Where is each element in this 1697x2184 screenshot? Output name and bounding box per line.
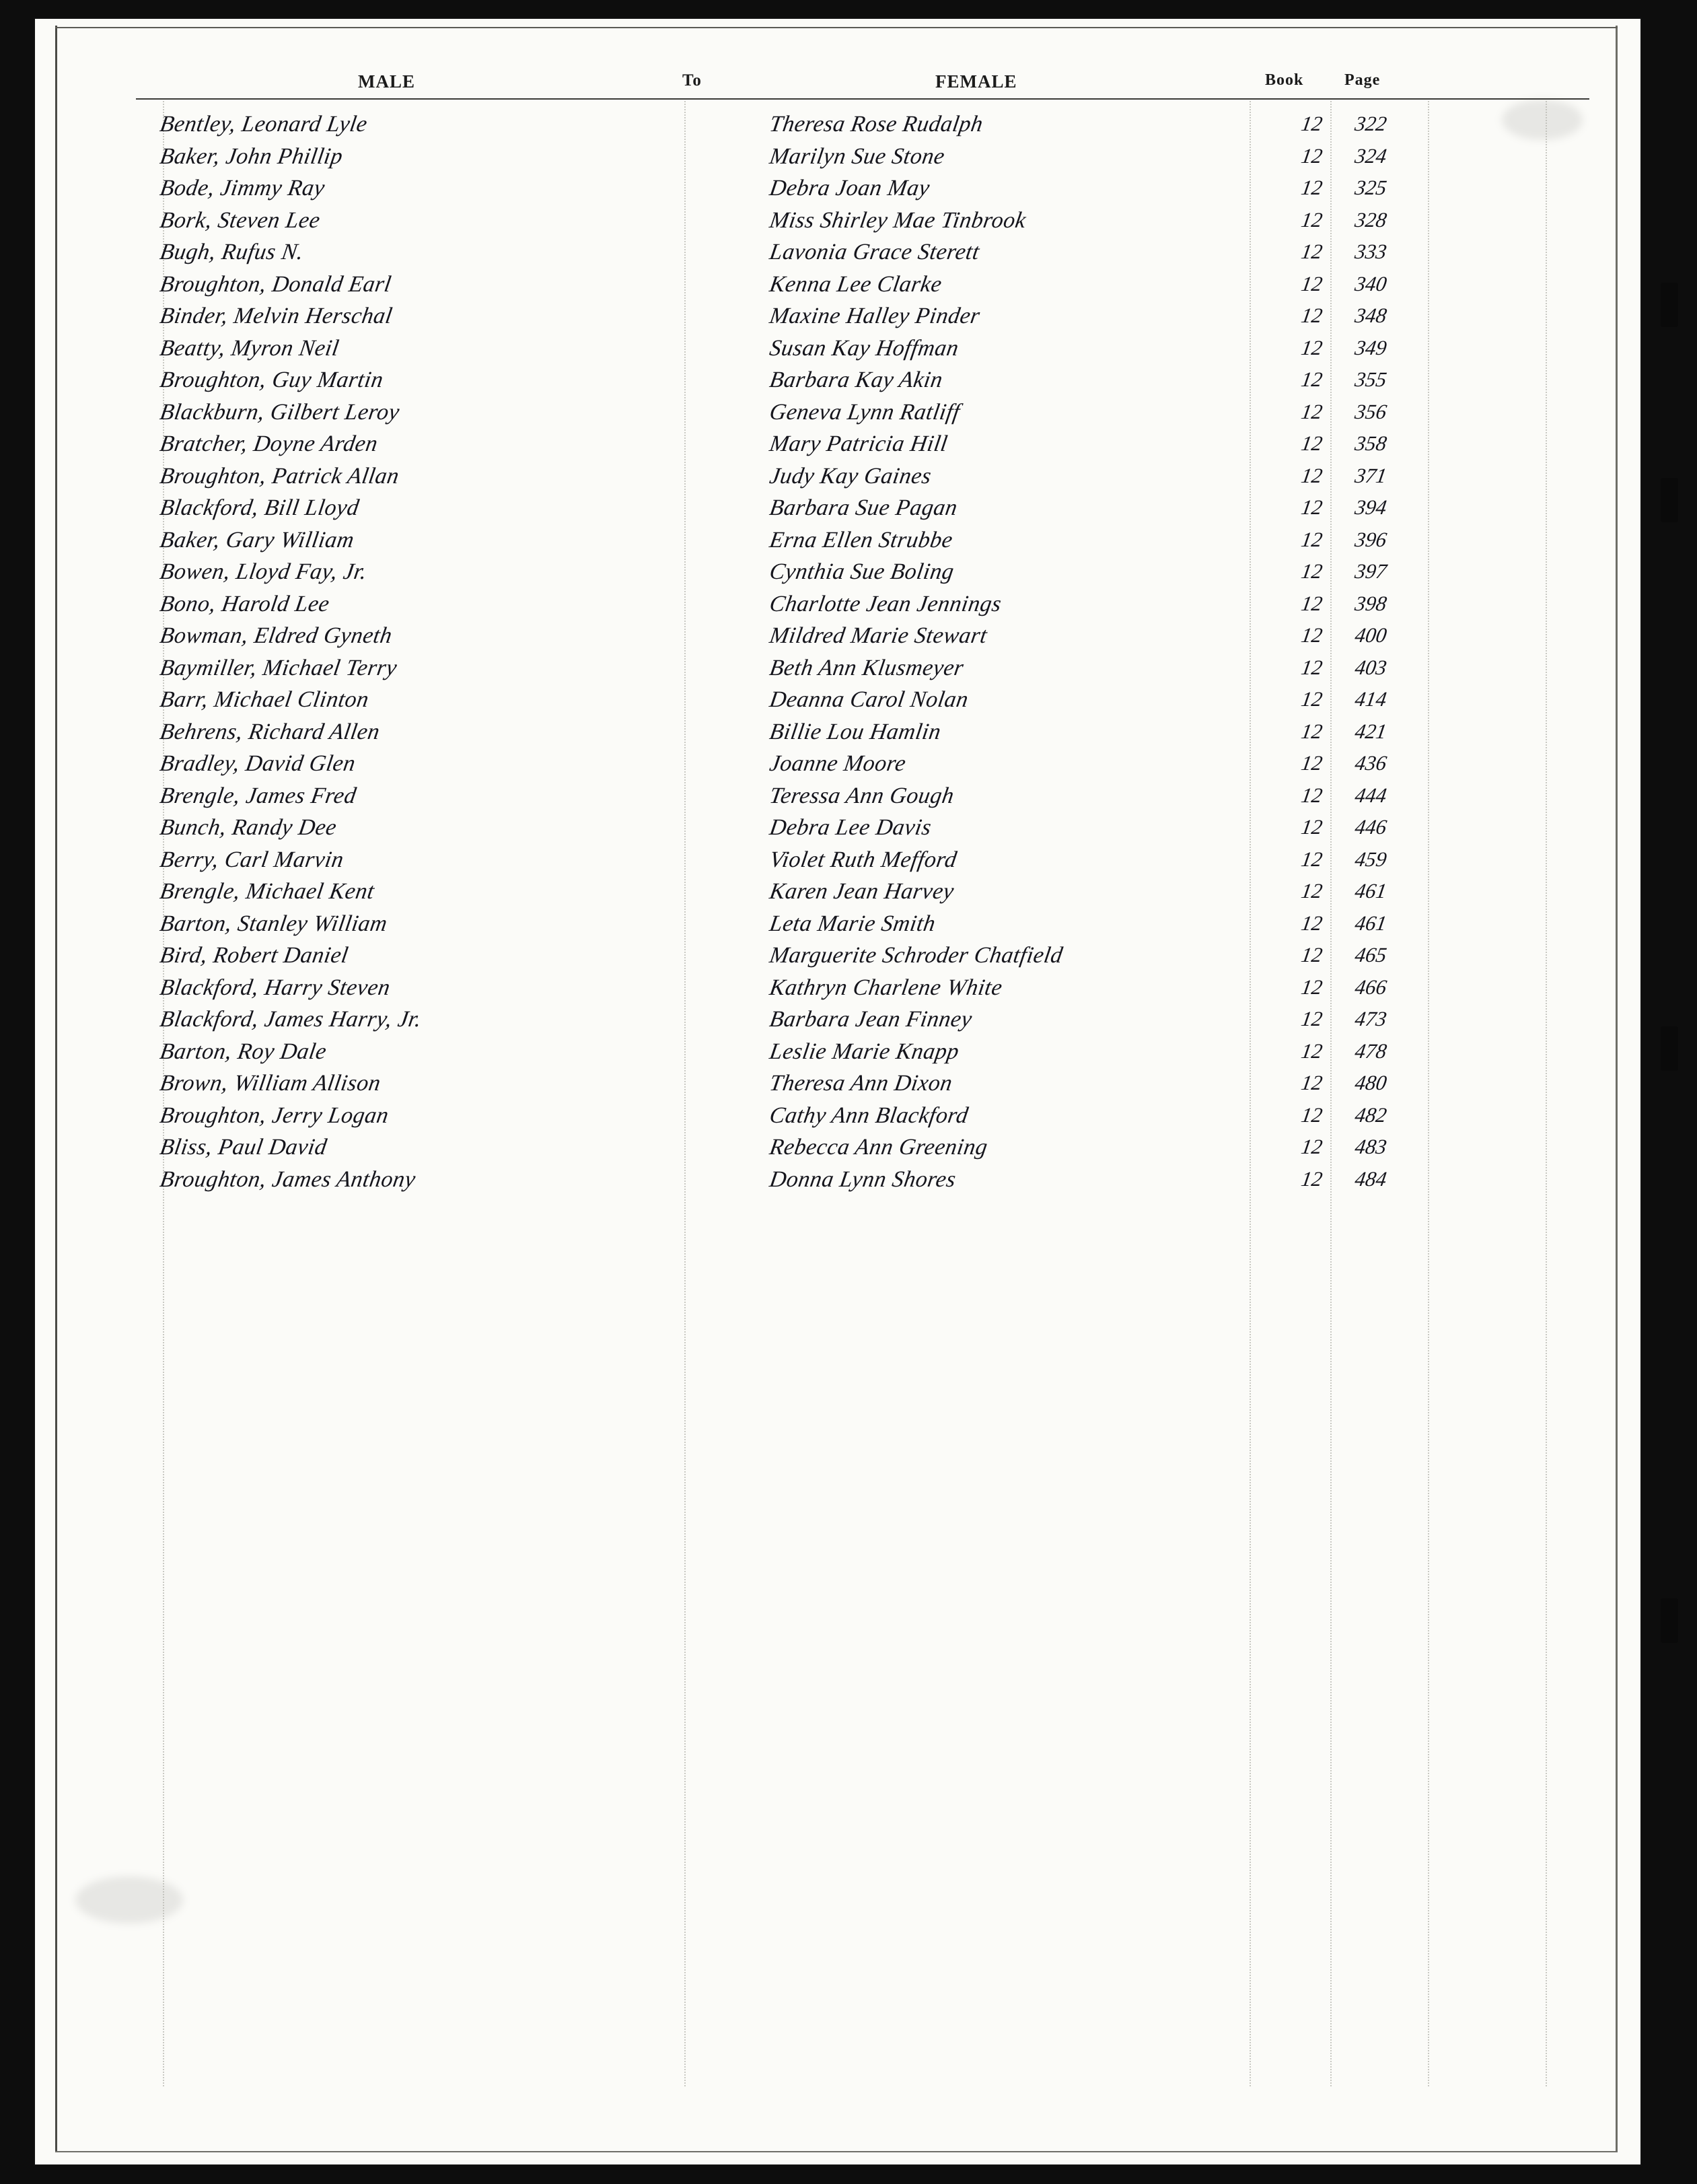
entry-male-name: Blackford, Bill Lloyd <box>158 495 361 520</box>
entry-book-number: 12 <box>1299 1135 1324 1158</box>
entry-book-number: 12 <box>1299 463 1324 487</box>
entry-book-number: 12 <box>1299 591 1324 615</box>
table-row <box>35 367 1640 400</box>
entry-book-number: 12 <box>1299 623 1324 647</box>
entry-page-number: 394 <box>1353 495 1389 519</box>
binder-punch-mark <box>1661 283 1678 327</box>
entry-page-number: 355 <box>1353 367 1389 391</box>
entry-female-name: Erna Ellen Strubbe <box>768 527 955 553</box>
entry-female-name: Rebecca Ann Greening <box>768 1135 990 1160</box>
table-row <box>35 144 1640 176</box>
table-row <box>35 1071 1640 1103</box>
page-frame-line-bottom <box>55 2151 1618 2152</box>
entry-book-number: 12 <box>1299 112 1324 135</box>
entry-book-number: 12 <box>1299 527 1324 551</box>
entry-page-number: 403 <box>1353 655 1389 679</box>
entry-male-name: Bratcher, Doyne Arden <box>158 431 380 456</box>
entry-page-number: 349 <box>1353 335 1389 359</box>
entry-female-name: Geneva Lynn Ratliff <box>768 399 962 425</box>
entry-female-name: Susan Kay Hoffman <box>768 335 961 361</box>
table-row <box>35 272 1640 304</box>
entry-book-number: 12 <box>1299 143 1324 168</box>
entry-female-name: Maxine Halley Pinder <box>768 304 982 328</box>
table-row <box>35 751 1640 783</box>
entry-male-name: Bowen, Lloyd Fay, Jr. <box>158 559 369 584</box>
table-row <box>35 1007 1640 1039</box>
entry-page-number: 466 <box>1353 975 1389 999</box>
entry-book-number: 12 <box>1299 655 1324 679</box>
column-header-male: MALE <box>358 71 415 92</box>
entry-female-name: Theresa Ann Dixon <box>768 1071 955 1096</box>
entry-page-number: 322 <box>1353 112 1389 135</box>
table-row <box>35 495 1640 528</box>
entry-male-name: Behrens, Richard Allen <box>158 719 382 744</box>
entry-page-number: 325 <box>1353 176 1389 199</box>
entry-page-number: 436 <box>1353 751 1389 775</box>
entry-female-name: Violet Ruth Mefford <box>768 847 959 872</box>
entry-male-name: Binder, Melvin Herschal <box>158 304 394 328</box>
entry-male-name: Bode, Jimmy Ray <box>158 176 327 201</box>
entry-book-number: 12 <box>1299 240 1324 263</box>
entry-female-name: Leslie Marie Knapp <box>768 1038 961 1064</box>
entry-female-name: Judy Kay Gaines <box>768 463 933 489</box>
entry-book-number: 12 <box>1299 943 1324 966</box>
entry-female-name: Miss Shirley Mae Tinbrook <box>768 207 1028 233</box>
table-row <box>35 559 1640 592</box>
table-row <box>35 656 1640 688</box>
table-row <box>35 464 1640 496</box>
binder-punch-mark <box>1661 1598 1678 1643</box>
entry-book-number: 12 <box>1299 911 1324 935</box>
binder-punch-mark <box>1661 478 1678 522</box>
table-row <box>35 1167 1640 1199</box>
table-row <box>35 592 1640 624</box>
entry-book-number: 12 <box>1299 399 1324 423</box>
entry-page-number: 461 <box>1353 911 1389 935</box>
entry-female-name: Marilyn Sue Stone <box>768 143 947 169</box>
column-header-book: Book <box>1265 71 1304 89</box>
entry-male-name: Barr, Michael Clinton <box>158 687 371 712</box>
entry-male-name: Blackburn, Gilbert Leroy <box>158 399 402 425</box>
table-row <box>35 176 1640 208</box>
entry-book-number: 12 <box>1299 1038 1324 1063</box>
entry-page-number: 396 <box>1353 527 1389 551</box>
entry-female-name: Barbara Kay Akin <box>768 367 945 392</box>
entry-book-number: 12 <box>1299 335 1324 359</box>
entry-female-name: Karen Jean Harvey <box>768 879 956 904</box>
entry-page-number: 371 <box>1353 463 1389 487</box>
table-row <box>35 1135 1640 1167</box>
entry-male-name: Broughton, Jerry Logan <box>158 1102 391 1128</box>
entry-page-number: 324 <box>1353 143 1389 168</box>
entry-female-name: Teressa Ann Gough <box>768 783 956 808</box>
table-row <box>35 400 1640 432</box>
table-row <box>35 815 1640 847</box>
entry-female-name: Lavonia Grace Sterett <box>768 240 982 265</box>
table-row <box>35 240 1640 272</box>
entry-book-number: 12 <box>1299 1071 1324 1094</box>
table-row <box>35 304 1640 336</box>
entry-male-name: Broughton, James Anthony <box>158 1166 418 1192</box>
entry-female-name: Billie Lou Hamlin <box>768 719 943 744</box>
entry-book-number: 12 <box>1299 783 1324 807</box>
entry-female-name: Mary Patricia Hill <box>768 431 949 456</box>
entry-page-number: 398 <box>1353 591 1389 615</box>
entry-female-name: Cynthia Sue Boling <box>768 559 956 584</box>
entry-page-number: 421 <box>1353 719 1389 743</box>
entry-book-number: 12 <box>1299 879 1324 903</box>
entry-page-number: 358 <box>1353 431 1389 455</box>
entry-female-name: Debra Lee Davis <box>768 815 933 840</box>
entry-male-name: Bork, Steven Lee <box>158 207 322 233</box>
entry-book-number: 12 <box>1299 207 1324 232</box>
entry-book-number: 12 <box>1299 1166 1324 1191</box>
entry-book-number: 12 <box>1299 559 1324 583</box>
entry-list <box>35 112 1640 1199</box>
entry-book-number: 12 <box>1299 176 1324 199</box>
entry-female-name: Mildred Marie Stewart <box>768 623 989 648</box>
table-row <box>35 208 1640 240</box>
entry-book-number: 12 <box>1299 304 1324 327</box>
entry-page-number: 397 <box>1353 559 1389 583</box>
entry-book-number: 12 <box>1299 975 1324 999</box>
entry-page-number: 484 <box>1353 1166 1389 1191</box>
entry-book-number: 12 <box>1299 1007 1324 1030</box>
entry-male-name: Broughton, Donald Earl <box>158 271 394 297</box>
entry-male-name: Berry, Carl Marvin <box>158 847 346 872</box>
table-row <box>35 975 1640 1008</box>
entry-female-name: Barbara Jean Finney <box>768 1007 974 1032</box>
table-row <box>35 528 1640 560</box>
entry-female-name: Beth Ann Klusmeyer <box>768 655 966 680</box>
entry-female-name: Charlotte Jean Jennings <box>768 591 1003 617</box>
scan-smudge <box>75 1876 183 1924</box>
entry-male-name: Bird, Robert Daniel <box>158 943 351 968</box>
table-row <box>35 687 1640 719</box>
table-row <box>35 431 1640 464</box>
entry-male-name: Baker, Gary William <box>158 527 357 553</box>
entry-page-number: 482 <box>1353 1102 1389 1127</box>
entry-female-name: Deanna Carol Nolan <box>768 687 970 712</box>
entry-female-name: Kenna Lee Clarke <box>768 271 944 297</box>
column-header-female: FEMALE <box>935 71 1017 92</box>
entry-book-number: 12 <box>1299 751 1324 775</box>
entry-page-number: 446 <box>1353 815 1389 839</box>
table-row <box>35 1039 1640 1071</box>
entry-male-name: Blackford, James Harry, Jr. <box>158 1007 424 1032</box>
entry-page-number: 400 <box>1353 623 1389 647</box>
entry-page-number: 444 <box>1353 783 1389 807</box>
entry-book-number: 12 <box>1299 495 1324 519</box>
entry-male-name: Bowman, Eldred Gyneth <box>158 623 394 648</box>
entry-page-number: 328 <box>1353 207 1389 232</box>
table-row <box>35 911 1640 944</box>
entry-book-number: 12 <box>1299 431 1324 455</box>
entry-male-name: Beatty, Myron Neil <box>158 335 341 361</box>
table-row <box>35 112 1640 144</box>
table-row <box>35 879 1640 911</box>
entry-female-name: Leta Marie Smith <box>768 911 937 936</box>
entry-page-number: 480 <box>1353 1071 1389 1094</box>
entry-page-number: 340 <box>1353 271 1389 295</box>
table-row <box>35 1103 1640 1135</box>
entry-book-number: 12 <box>1299 815 1324 839</box>
entry-page-number: 356 <box>1353 399 1389 423</box>
column-header-row <box>35 71 1640 98</box>
entry-page-number: 478 <box>1353 1038 1389 1063</box>
header-rule <box>136 98 1589 100</box>
entry-female-name: Joanne Moore <box>768 751 908 776</box>
entry-male-name: Brengle, Michael Kent <box>158 879 376 904</box>
entry-page-number: 348 <box>1353 304 1389 327</box>
entry-male-name: Baymiller, Michael Terry <box>158 655 399 680</box>
binder-punch-mark <box>1661 1026 1678 1071</box>
entry-male-name: Broughton, Guy Martin <box>158 367 386 392</box>
table-row <box>35 336 1640 368</box>
entry-male-name: Brown, William Allison <box>158 1071 383 1096</box>
entry-page-number: 473 <box>1353 1007 1389 1030</box>
table-row <box>35 847 1640 880</box>
table-row <box>35 623 1640 656</box>
entry-book-number: 12 <box>1299 687 1324 711</box>
entry-female-name: Theresa Rose Rudalph <box>768 112 985 137</box>
entry-male-name: Barton, Stanley William <box>158 911 390 936</box>
table-row <box>35 719 1640 752</box>
entry-female-name: Cathy Ann Blackford <box>768 1102 970 1128</box>
entry-page-number: 459 <box>1353 847 1389 871</box>
entry-male-name: Bentley, Leonard Lyle <box>158 112 369 137</box>
entry-page-number: 483 <box>1353 1135 1389 1158</box>
entry-male-name: Bono, Harold Lee <box>158 591 332 617</box>
entry-book-number: 12 <box>1299 271 1324 295</box>
column-header-page: Page <box>1344 71 1381 89</box>
entry-book-number: 12 <box>1299 367 1324 391</box>
entry-male-name: Bunch, Randy Dee <box>158 815 338 840</box>
entry-page-number: 461 <box>1353 879 1389 903</box>
entry-female-name: Kathryn Charlene White <box>768 975 1005 1000</box>
entry-female-name: Debra Joan May <box>768 176 932 201</box>
entry-female-name: Barbara Sue Pagan <box>768 495 960 520</box>
entry-male-name: Barton, Roy Dale <box>158 1038 328 1064</box>
entry-female-name: Donna Lynn Shores <box>768 1166 958 1192</box>
entry-male-name: Brengle, James Fred <box>158 783 359 808</box>
entry-male-name: Broughton, Patrick Allan <box>158 463 401 489</box>
ledger-page <box>35 19 1640 2164</box>
entry-book-number: 12 <box>1299 1102 1324 1127</box>
entry-male-name: Blackford, Harry Steven <box>158 975 392 1000</box>
entry-male-name: Bugh, Rufus N. <box>158 240 305 265</box>
entry-page-number: 333 <box>1353 240 1389 263</box>
table-row <box>35 943 1640 975</box>
entry-female-name: Marguerite Schroder Chatfield <box>768 943 1065 968</box>
page-frame-line-top <box>55 27 1618 28</box>
entry-book-number: 12 <box>1299 719 1324 743</box>
entry-male-name: Bradley, David Glen <box>158 751 357 776</box>
entry-page-number: 465 <box>1353 943 1389 966</box>
entry-book-number: 12 <box>1299 847 1324 871</box>
entry-male-name: Bliss, Paul David <box>158 1135 329 1160</box>
entry-page-number: 414 <box>1353 687 1389 711</box>
entry-male-name: Baker, John Phillip <box>158 143 345 169</box>
table-row <box>35 783 1640 816</box>
column-header-to: To <box>682 71 702 90</box>
